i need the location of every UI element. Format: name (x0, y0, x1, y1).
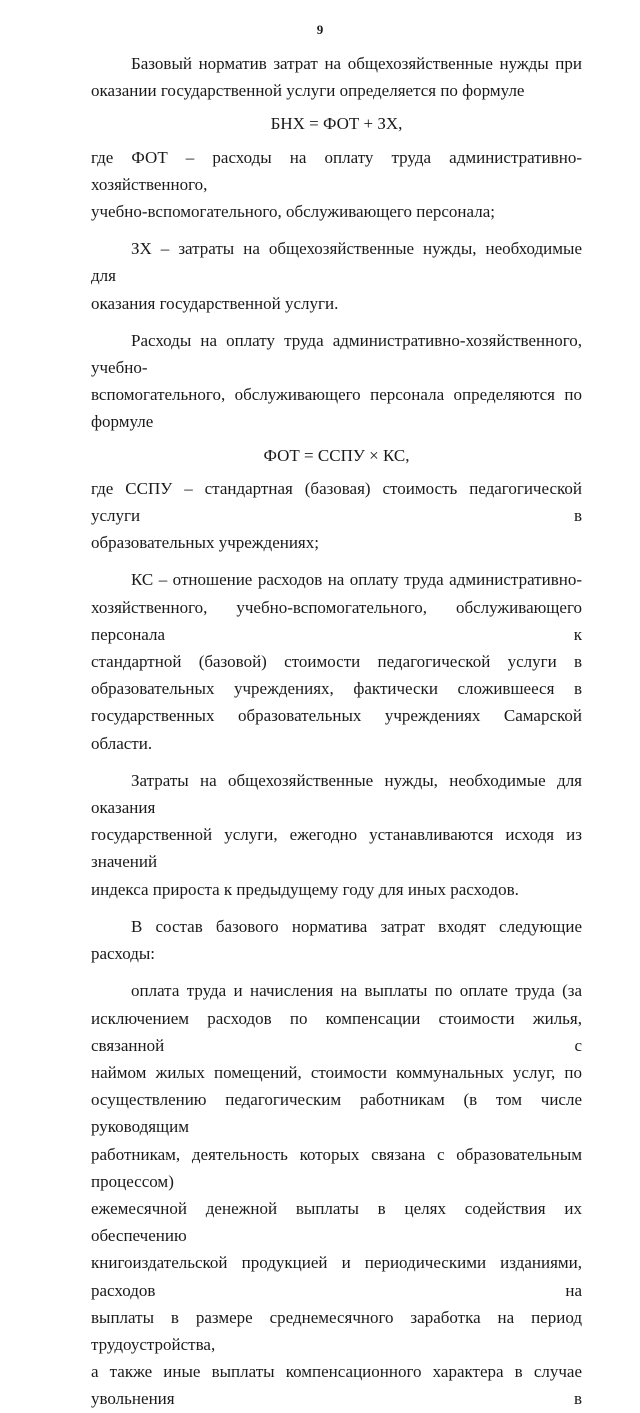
text-line: Базовый норматив затрат на общехозяйственные нужды при (131, 54, 582, 73)
formula-fot: ФОТ = ССПУ × КС, (263, 445, 410, 465)
paragraph-costs-update (91, 767, 582, 903)
text-line: ежемесячной денежной выплаты в целях содействия их обеспечению (91, 1198, 582, 1246)
text-line: работникам, деятельность которых связана с образовательным процессом) (91, 1144, 582, 1191)
text-line: оказания государственной услуги. (91, 293, 339, 313)
document-body (91, 50, 582, 1413)
paragraph-composition-intro (91, 913, 582, 967)
paragraph-fot-definition (91, 144, 582, 226)
text-line: индекса прироста к предыдущему году для иных расходов. (91, 879, 519, 899)
text-line: В состав базового норматива затрат входят следующие расходы: (91, 916, 582, 964)
text-line: образовательных учреждениях, фактически сложившееся в (91, 679, 582, 699)
text-line: где ССПУ – стандартная (базовая) стоимость педагогической услуги в (91, 478, 582, 526)
text-line: КС – отношение расходов на оплату труда административно- (131, 570, 582, 590)
text-line: стандартной (базовой) стоимости педагогической услуги в (91, 652, 582, 672)
text-line: государственной услуги, ежегодно устанавливаются исходя из значений (91, 825, 582, 872)
text-line: выплаты в размере среднемесячного заработка на период трудоустройства, (91, 1307, 582, 1354)
paragraph-fot-intro (91, 327, 582, 436)
text-line: где ФОТ – расходы на оплату труда административно-хозяйственного, (91, 147, 582, 194)
paragraph-sspu-definition (91, 475, 582, 557)
paragraph-labor-costs (91, 977, 582, 1412)
page-number: 9 (316, 22, 324, 37)
text-line: оказании государственной услуги определяется по формуле (91, 81, 525, 101)
text-line: осуществлению педагогическим работникам (в том числе руководящим (91, 1090, 582, 1137)
paragraph-norm-definition (91, 50, 582, 104)
text-line: наймом жилых помещений, стоимости коммунальных услуг, по (91, 1062, 582, 1082)
text-line: учебно-вспомогательного, обслуживающего персонала; (91, 202, 495, 222)
text-line: книгоиздательской продукцией и периодическими изданиями, расходов на (91, 1253, 582, 1300)
paragraph-ks-definition (91, 566, 582, 756)
text-line: образовательных учреждениях; (91, 533, 319, 553)
text-line: государственных образовательных учреждениях Самарской области. (91, 706, 582, 753)
text-line: хозяйственного, учебно-вспомогательного, обслуживающего персонала к (91, 597, 582, 644)
formula-bnh: БНХ = ФОТ + ЗХ, (270, 114, 403, 134)
text-line: вспомогательного, обслуживающего персонала определяются по формуле (91, 385, 582, 432)
paragraph-zh-definition (91, 235, 582, 317)
text-line: исключением расходов по компенсации стоимости жилья, связанной с (91, 1008, 582, 1055)
text-line: Расходы на оплату труда административно-хозяйственного, учебно- (91, 330, 582, 378)
text-line: Затраты на общехозяйственные нужды, необходимые для оказания (91, 770, 582, 818)
text-line: а также иные выплаты компенсационного характера в случае увольнения в (91, 1362, 582, 1409)
text-line: оплата труда и начисления на выплаты по оплате труда (за (131, 981, 582, 1001)
text-line: ЗХ – затраты на общехозяйственные нужды, необходимые для (91, 239, 582, 286)
